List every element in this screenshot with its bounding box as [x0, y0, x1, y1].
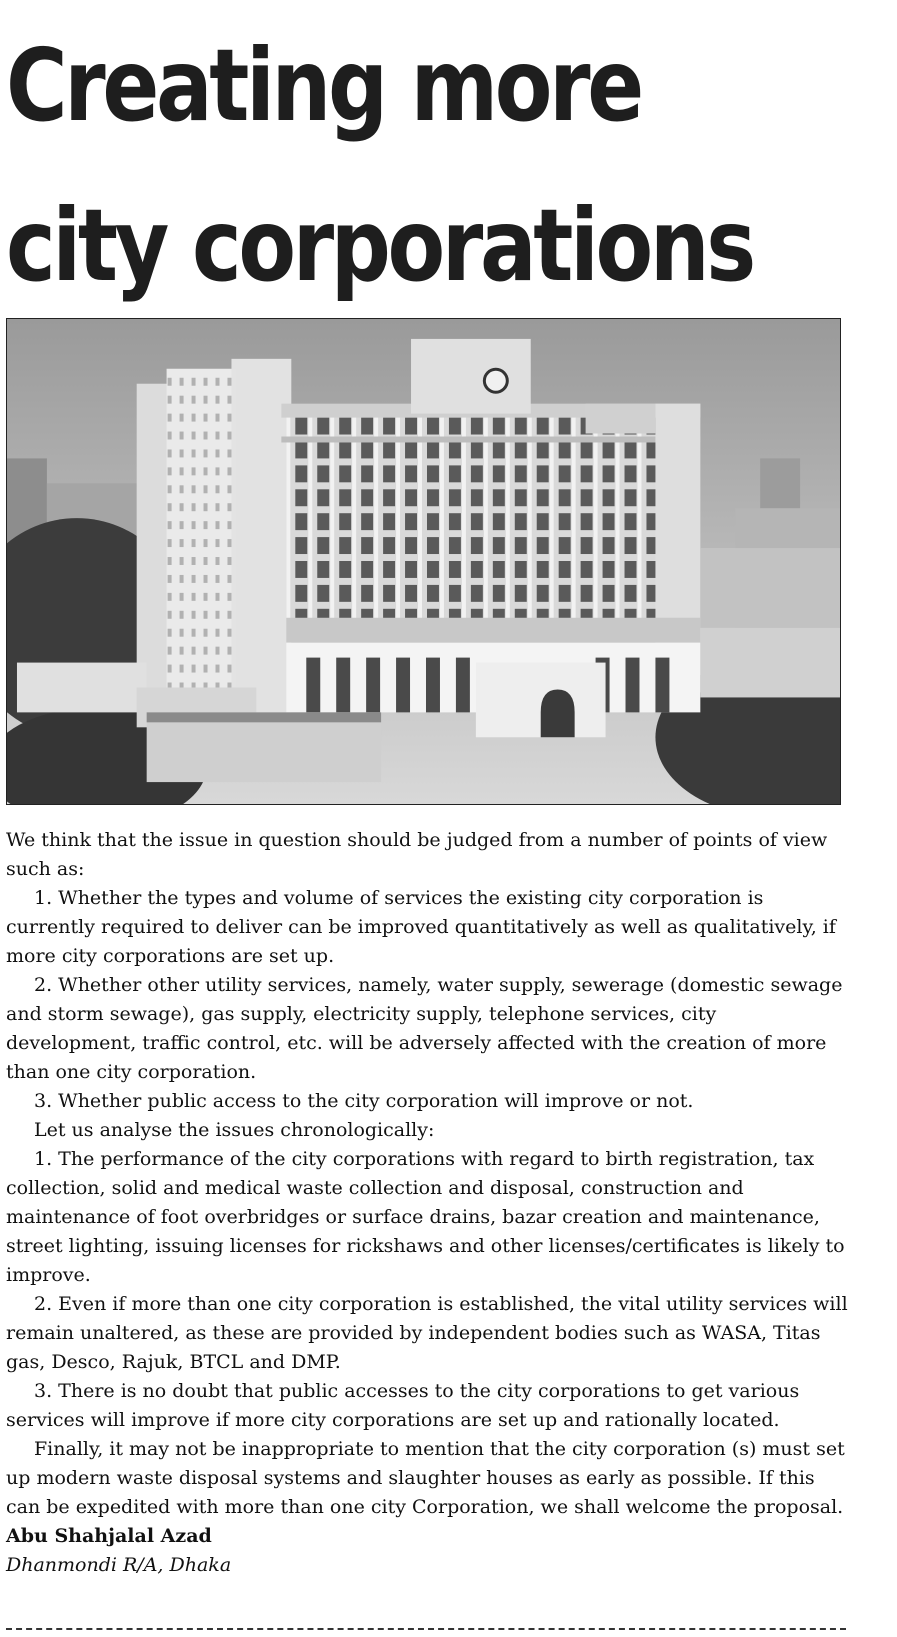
- building-photo: [6, 318, 841, 805]
- building-photo-illustration: [7, 319, 840, 804]
- letter-paragraph: 1. The performance of the city corporations with regard to birth registration, tax collection, solid and medical waste collection and disposal, construction and maintenance of foot overbridges or surface drains, bazar creation and maintenance, street lighting, issuing licenses for rickshaws and other licenses/certificates is likely to improve.: [6, 1148, 845, 1286]
- letter-paragraph: 2. Whether other utility services, namely, water supply, sewerage (domestic sewage and storm sewage), gas supply, electricity supply, telephone services, city development, traffic control, etc. will be adversely affected with the creation of more than one city corporation.: [6, 974, 843, 1083]
- headline-line-2: city corporations: [6, 187, 753, 304]
- headline: [6, 6, 753, 326]
- author-location: Dhanmondi R/A, Dhaka: [6, 1554, 232, 1576]
- author-name: Abu Shahjalal Azad: [6, 1525, 212, 1547]
- letter-paragraph: We think that the issue in question should be judged from a number of points of view such as:: [6, 829, 828, 880]
- headline-line-1: Creating more: [6, 27, 641, 144]
- letter-body: [6, 826, 851, 1580]
- letter-paragraph: 1. Whether the types and volume of services the existing city corporation is currently required to deliver can be improved quantitatively as well as qualitatively, if more city corporations are set up.: [6, 887, 836, 967]
- dashed-divider: [6, 1628, 846, 1630]
- letter-paragraph: 2. Even if more than one city corporation is established, the vital utility services will remain unaltered, as these are provided by independent bodies such as WASA, Titas gas, Desco, Rajuk, BTCL and DMP.: [6, 1293, 848, 1373]
- letter-paragraph: 3. There is no doubt that public accesses to the city corporations to get various services will improve if more city corporations are set up and rationally located.: [6, 1380, 800, 1431]
- letter-paragraph: Let us analyse the issues chronologically:: [34, 1119, 435, 1141]
- letter-paragraph: 3. Whether public access to the city corporation will improve or not.: [34, 1090, 694, 1112]
- letter-paragraph: Finally, it may not be inappropriate to mention that the city corporation (s) must set up modern waste disposal systems and slaughter houses as early as possible. If this can be expedited with more than one city Corporation, we shall welcome the proposal.: [6, 1438, 845, 1518]
